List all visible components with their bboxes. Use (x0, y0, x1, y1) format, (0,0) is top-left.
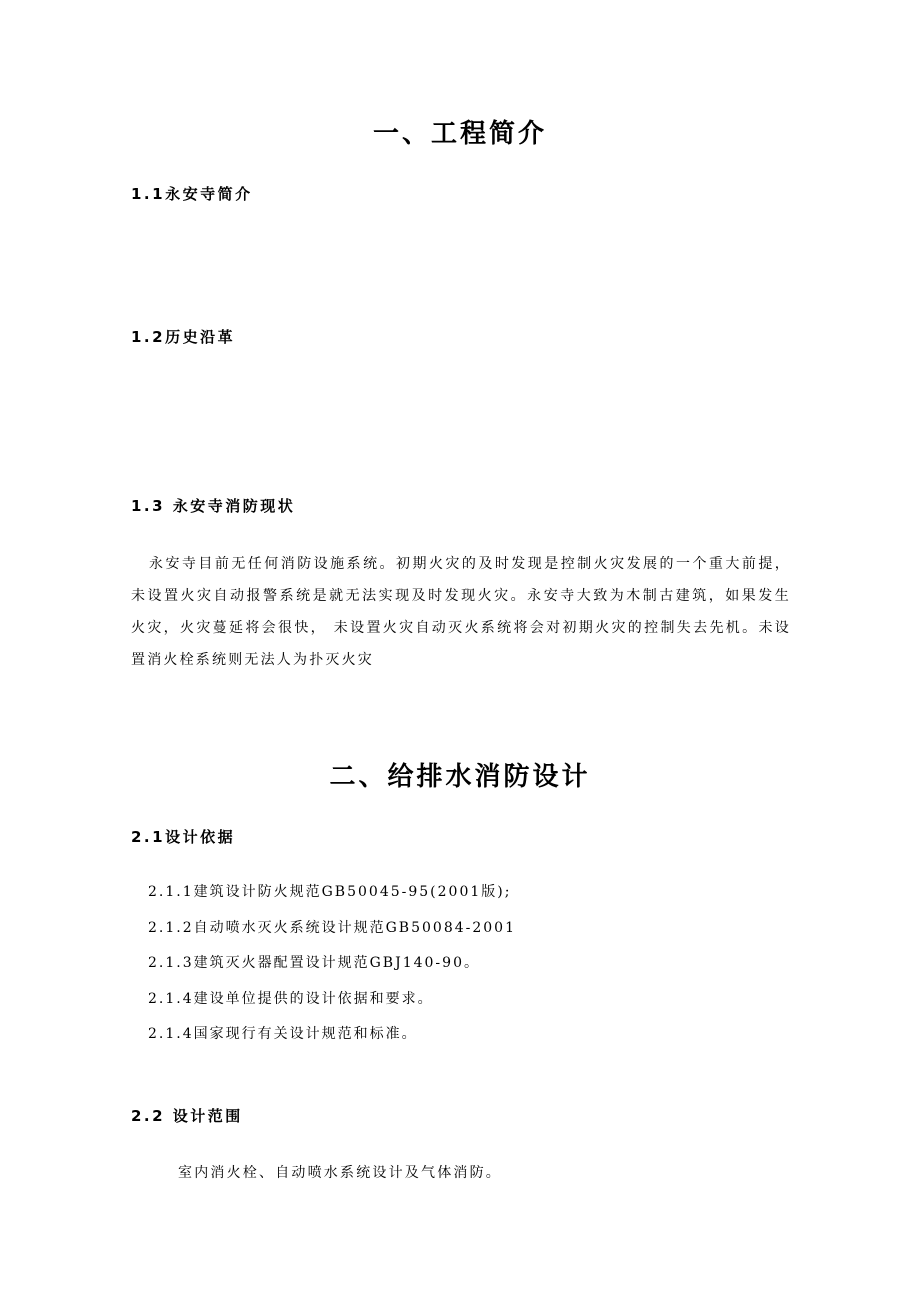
design-scope-text: 室内消火栓、自动喷水系统设计及气体消防。 (178, 1165, 502, 1181)
section-1-2-heading: 1.2历史沿革 (131, 328, 236, 346)
section-1-3-heading: 1.3 永安寺消防现状 (131, 497, 296, 515)
design-basis-item: 2.1.3建筑灭火器配置设计规范GBJ140-90。 (148, 955, 480, 971)
section-2-2-heading: 2.2 设计范围 (131, 1107, 243, 1125)
chapter-1-title: 一、工程简介 (372, 119, 547, 149)
design-basis-item: 2.1.4建设单位提供的设计依据和要求。 (148, 990, 434, 1007)
design-basis-item: 2.1.4国家现行有关设计规范和标准。 (148, 1026, 418, 1042)
chapter-2-title: 二、给排水消防设计 (329, 762, 591, 792)
section-2-1-heading: 2.1设计依据 (131, 828, 236, 846)
section-1-1-heading: 1.1永安寺简介 (131, 185, 253, 203)
fire-status-paragraph: 永安寺目前无任何消防设施系统。初期火灾的及时发现是控制火灾发展的一个重大前提，未设置火灾自动报警系统是就无法实现及时发现火灾。永安寺大致为木制古建筑，如果发生火灾，火灾蔓延将会很快， 未设置火灾自动灭火系统将会对初期火灾的控制失去先机。未设置消火栓系统则无法人为扑灭火灾 (131, 556, 791, 668)
design-basis-item: 2.1.2自动喷水灭火系统设计规范GB50084-2001 (148, 919, 516, 936)
design-basis-list (148, 882, 516, 1060)
design-basis-item: 2.1.1建筑设计防火规范GB50045-95(2001版); (148, 884, 512, 900)
